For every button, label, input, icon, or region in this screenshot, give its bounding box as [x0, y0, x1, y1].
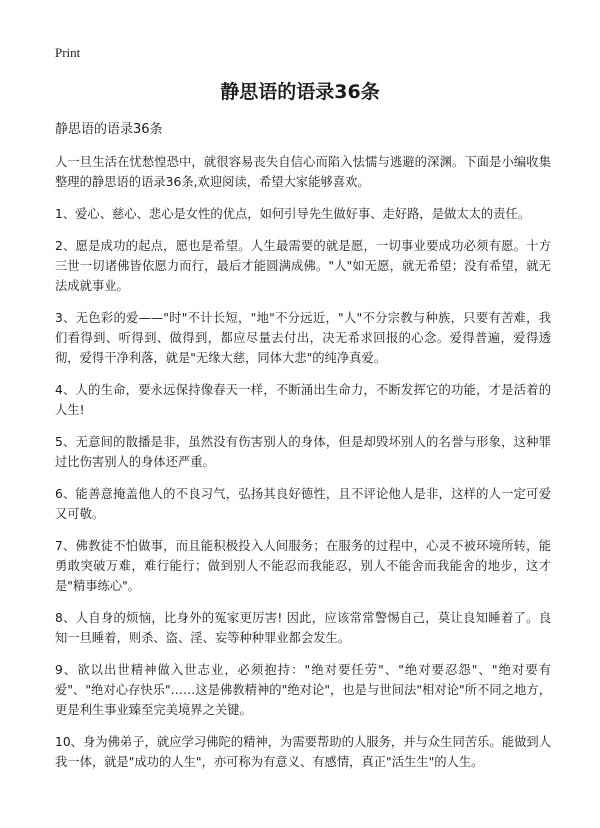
quote-paragraph: 6、能善意掩盖他人的不良习气，弘扬其良好德性，且不评论他人是非，这样的人一定可爱又可敬。: [55, 487, 551, 521]
quote-paragraph: 9、欲以出世精神做入世志业，必须抱持："绝对要任劳"、"绝对要忍怨"、"绝对要有爱"、"绝对心存快乐"……这是佛教精神的"绝对论"，也是与世间法"相对论"所不同之地方，更是利生事业臻至完美境界之关键。: [55, 663, 551, 717]
page-title: 静思语的语录36条: [220, 81, 380, 103]
quote-paragraph: 3、无色彩的爱——"时"不计长短，"地"不分远近，"人"不分宗教与种族，只要有苦难，我们看得到、听得到、做得到，都应尽量去付出，决无希求回报的心念。爱得普遍，爱得透彻，爱得干净利落，就是"无缘大慈，同体大悲"的纯净真爱。: [55, 311, 551, 365]
quote-paragraph: 8、人自身的烦恼，比身外的冤家更厉害! 因此，应该常常警惕自己，莫让良知睡着了。良知一旦睡着，则杀、盗、淫、妄等种种罪业都会发生。: [55, 611, 551, 645]
quote-paragraph: 10、身为佛弟子，就应学习佛陀的精神，为需要帮助的人服务，并与众生同苦乐。能做到人我一体，就是"成功的人生"，亦可称为有意义、有感情，真正"活生生"的人生。: [55, 735, 551, 769]
print-link[interactable]: Print: [55, 45, 81, 60]
quote-paragraph: 7、佛教徒不怕做事，而且能积极投入人间服务；在服务的过程中，心灵不被环境所转，能勇敢突破万难，难行能行；做到别人不能忍而我能忍，别人不能舍而我能舍的地步，这才是"精事练心"。: [55, 539, 551, 593]
article-subtitle: 静思语的语录36条: [55, 122, 163, 137]
quote-paragraph: 4、人的生命，要永远保持像春天一样，不断涌出生命力，不断发挥它的功能，才是活着的人生!: [55, 383, 551, 417]
quote-paragraph: 5、无意间的散播是非，虽然没有伤害别人的身体，但是却毁坏别人的名誉与形象，这种罪过比伤害别人的身体还严重。: [55, 435, 551, 469]
quote-paragraph: 1、爱心、慈心、悲心是女性的优点，如何引导先生做好事、走好路，是做太太的责任。: [55, 207, 531, 221]
quote-paragraph: 2、愿是成功的起点，愿也是希望。人生最需要的就是愿，一切事业要成功必须有愿。十方三世一切诸佛皆依愿力而行，最后才能圆满成佛。"人"如无愿，就无希望；没有希望，就无法成就事业。: [55, 239, 551, 293]
article-body: [55, 120, 551, 784]
intro-paragraph: 人一旦生活在忧愁惶恐中，就很容易丧失自信心而陷入怯懦与逃避的深渊。下面是小编收集整理的静思语的语录36条,欢迎阅读，希望大家能够喜欢。: [55, 155, 551, 189]
